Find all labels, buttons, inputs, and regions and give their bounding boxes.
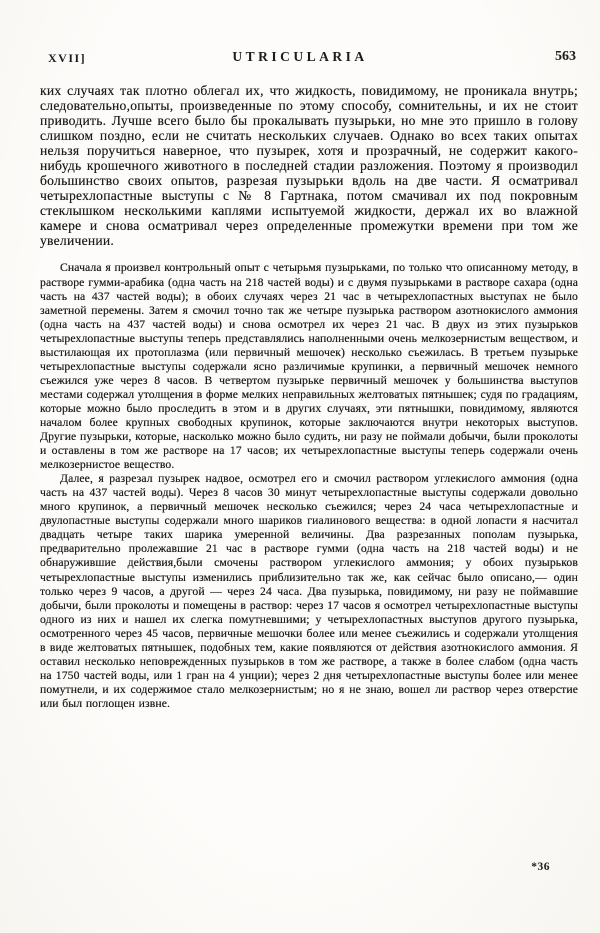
text-block: [40, 84, 578, 711]
running-header: [0, 49, 600, 67]
page-number: 563: [555, 49, 576, 64]
chapter-number: XVII]: [48, 51, 87, 65]
running-title: UTRICULARIA: [232, 49, 368, 64]
paragraph-experiment-control: Сначала я произвел контрольный опыт с четырьмя пузырьками, по только что описанному методу, в растворе гумми-арабика (одна часть на 218 частей воды) и с двумя пузырьками в растворе сахара (одна часть на 437 частей воды); в обоих случаях через 21 час в четырехлопастных выступах не было заметной перемены. Затем я смочил точно так же четыре пузырька раствором азотнокислого аммония (одна часть на 437 частей воды) и снова осмотрел их через 21 час. В двух из этих пузырьков четырехлопастные выступы теперь представлялись наполненными очень мелкозернистым веществом, и выстилающая их протоплазма (или первичный мешочек) несколько съежилась. В третьем пузырьке четырехлопастные выступы содержали ясно различимые крупинки, а первичный мешочек немного съежился уже через 8 часов. В четвертом пузырьке первичный мешочек у большинства выступов местами содержал утолщения в форме мелких неправильных желтоватых пятнышек; судя по градациям, которые можно было проследить в этом и в других случаях, эти пятнышки, повидимому, являются началом более крупных свободных крупинок, которые заключаются внутри некоторых выступов. Другие пузырьки, которые, насколько можно было судить, ни разу не поймали добычи, были проколоты и оставлены в том же растворе на 17 часов; их четырехлопастные выступы теперь содержали очень мелкозернистое вещество.: [40, 261, 579, 472]
paragraph-experiment-carbonate: Далее, я разрезал пузырек надвое, осмотрел его и смочил раствором углекислого аммония (одна часть на 437 частей воды). Через 8 часов 30 минут четырехлопастные выступы содержали довольно много крупинок, а первичный мешочек несколько съежился; через 24 часа четырехлопастные и двулопастные выступы содержали много шариков гиалинового вещества: в одной лопасти я насчитал двадцать четыре таких шарика умеренной величины. Два разрезанных пополам пузырька, предварительно пролежавшие 21 час в растворе гумми (одна часть на 218 частей воды) и не обнаружившие действия,были смочены раствором углекислого аммония; у обоих пузырьков четырехлопастные выступы изменились приблизительно так же, как сейчас было описано,— один только через 9 часов, а другой — через 24 часа. Два пузырька, повидимому, ни разу не поймавшие добычи, были проколоты и помещены в раствор: через 17 часов я осмотрел четырехлопастные выступы одного из них и нашел их слегка помутневшими; у четырехлопастных выступов другого пузырька, осмотренного через 45 часов, первичные мешочки более или менее съежились и содержали утолщения в виде желтоватых пятнышек, подобных тем, какие появляются от действия азотнокислого аммония. Я оставил несколько неповрежденных пузырьков в том же растворе, а также в более слабом (одна часть на 1750 частей воды, или 1 гран на 4 унции); через 2 дня четырехлопастные выступы более или менее помутнели, и их содержимое стало мелкозернистым; но я не знаю, вошел ли раствор через отверстие или был поглощен извне.: [40, 472, 578, 710]
paragraph-continued: ких случаях так плотно облегал их, что жидкость, повидимому, не проникала внутрь; следовательно,опыты, произведенные по этому способу, сомнительны, и их не стоит приводить. Лучше всего было бы прокалывать пузырьки, но мне это пришло в голову слишком поздно, если не считать нескольких случаев. Однако во всех таких опытах нельзя поручиться наверное, что пузырек, хотя и прозрачный, не содержит какого-нибудь крошечного животного в последней стадии разложения. Поэтому я производил большинство своих опытов, разрезая пузырьки вдоль на две части. Я осматривал четырехлопастные выступы с № 8 Гартнака, потом смачивал их под покровным стеклышком несколькими каплями испытуемой жидкости, держал их во влажной камере и снова осматривал через определенные промежутки времени при том же увеличении.: [40, 83, 578, 248]
signature-mark: *36: [531, 861, 550, 873]
